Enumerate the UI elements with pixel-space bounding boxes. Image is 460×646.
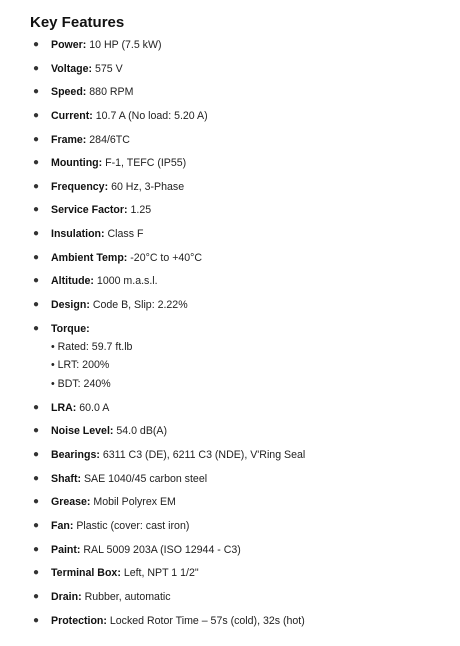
feature-value: 10 HP (7.5 kW) [89, 39, 162, 51]
feature-item-bearings [0, 446, 460, 464]
feature-value: 54.0 dB(A) [116, 425, 168, 438]
bullet-icon: ● [33, 228, 40, 240]
feature-item-insulation [0, 225, 460, 243]
feature-label: Grease: [51, 496, 91, 509]
feature-value: 1000 m.a.s.l. [96, 275, 158, 288]
feature-label: Design: [51, 299, 90, 312]
bullet-icon: ● [33, 275, 40, 287]
bullet-icon: ● [33, 133, 40, 145]
feature-item-shaft [0, 470, 460, 488]
feature-label: Power: [51, 39, 87, 51]
feature-value: Rubber, automatic [84, 590, 171, 603]
bullet-icon: ● [33, 322, 40, 334]
feature-value: SAE 1040/45 carbon steel [83, 472, 208, 485]
feature-label: Insulation: [51, 228, 105, 241]
feature-item-altitude [0, 272, 460, 290]
feature-item-noise-level [0, 422, 460, 440]
bullet-icon: ● [33, 567, 40, 579]
bullet-icon: ● [33, 425, 40, 437]
feature-label: Altitude: [51, 275, 94, 288]
bullet-icon: ● [33, 299, 40, 311]
bullet-icon: ● [33, 614, 40, 626]
bullet-icon: ● [33, 472, 40, 484]
feature-item-design [0, 296, 460, 314]
feature-label: Voltage: [51, 62, 93, 75]
feature-item-drain [0, 588, 460, 606]
bullet-icon: ● [33, 39, 40, 50]
bullet-icon: ● [33, 543, 40, 555]
feature-item-paint [0, 541, 460, 559]
feature-label: Service Factor: [51, 204, 128, 217]
feature-item-grease [0, 493, 460, 511]
torque-sub-list [51, 338, 460, 394]
sub-list-item: • LRT: 200% [51, 359, 110, 372]
feature-label: Current: [51, 109, 93, 122]
feature-label: Speed: [51, 86, 87, 99]
feature-item-fan [0, 517, 460, 535]
sub-list-item: • BDT: 240% [51, 377, 111, 390]
bullet-icon: ● [33, 157, 40, 169]
feature-item-frame [0, 131, 460, 149]
feature-label: Torque: [51, 322, 90, 335]
bullet-icon: ● [33, 520, 40, 532]
feature-list [0, 36, 460, 635]
feature-value: 284/6TC [89, 133, 130, 146]
feature-value: RAL 5009 203A (ISO 12944 - C3) [83, 543, 241, 556]
bullet-icon: ● [33, 251, 40, 263]
feature-label: LRA: [51, 401, 77, 414]
feature-value: 1.25 [130, 204, 152, 217]
feature-item-terminal-box [0, 564, 460, 582]
feature-value: 575 V [94, 62, 123, 75]
feature-item-protection [0, 612, 460, 630]
feature-item-voltage [0, 60, 460, 78]
feature-item-mounting [0, 154, 460, 172]
feature-value: 880 RPM [89, 86, 134, 99]
bullet-icon: ● [33, 496, 40, 508]
feature-value: -20°C to +40°C [130, 251, 203, 264]
feature-value: Code B, Slip: 2.22% [92, 299, 188, 312]
bullet-icon: ● [33, 449, 40, 461]
feature-label: Drain: [51, 590, 82, 603]
feature-label: Mounting: [51, 157, 103, 170]
feature-label: Noise Level: [51, 425, 114, 438]
feature-label: Ambient Temp: [51, 251, 128, 264]
feature-label: Frame: [51, 133, 87, 146]
feature-item-lra [0, 399, 460, 417]
feature-item-frequency [0, 178, 460, 196]
feature-value: Class F [107, 228, 144, 241]
bullet-icon: ● [33, 109, 40, 121]
feature-label: Shaft: [51, 472, 82, 485]
feature-label: Paint: [51, 543, 81, 556]
feature-item-speed [0, 83, 460, 101]
bullet-icon: ● [33, 180, 40, 192]
feature-value: Mobil Polyrex EM [93, 496, 176, 509]
feature-value: 10.7 A (No load: 5.20 A) [95, 109, 208, 122]
section-heading: Key Features [30, 14, 125, 31]
feature-label: Protection: [51, 614, 107, 627]
feature-value: Left, NPT 1 1/2" [123, 567, 199, 580]
feature-item-torque [0, 320, 460, 394]
feature-value: 60 Hz, 3-Phase [111, 180, 185, 193]
feature-value: Locked Rotor Time – 57s (cold), 32s (hot) [109, 614, 305, 627]
feature-item-ambient-temp [0, 249, 460, 267]
sub-list-item: • Rated: 59.7 ft.lb [51, 340, 133, 353]
feature-value: 60.0 A [79, 401, 110, 414]
feature-item-current [0, 107, 460, 125]
feature-label: Frequency: [51, 180, 109, 193]
bullet-icon: ● [33, 204, 40, 216]
bullet-icon: ● [33, 401, 40, 413]
feature-value: F-1, TEFC (IP55) [105, 157, 187, 170]
feature-item-power [0, 36, 460, 54]
feature-label: Bearings: [51, 449, 100, 462]
bullet-icon: ● [33, 590, 40, 602]
feature-value: Plastic (cover: cast iron) [76, 520, 190, 533]
feature-item-service-factor [0, 201, 460, 219]
bullet-icon: ● [33, 62, 40, 74]
feature-value: 6311 C3 (DE), 6211 C3 (NDE), V'Ring Seal [102, 449, 306, 462]
feature-label: Fan: [51, 520, 74, 533]
feature-label: Terminal Box: [51, 567, 121, 580]
bullet-icon: ● [33, 86, 40, 98]
